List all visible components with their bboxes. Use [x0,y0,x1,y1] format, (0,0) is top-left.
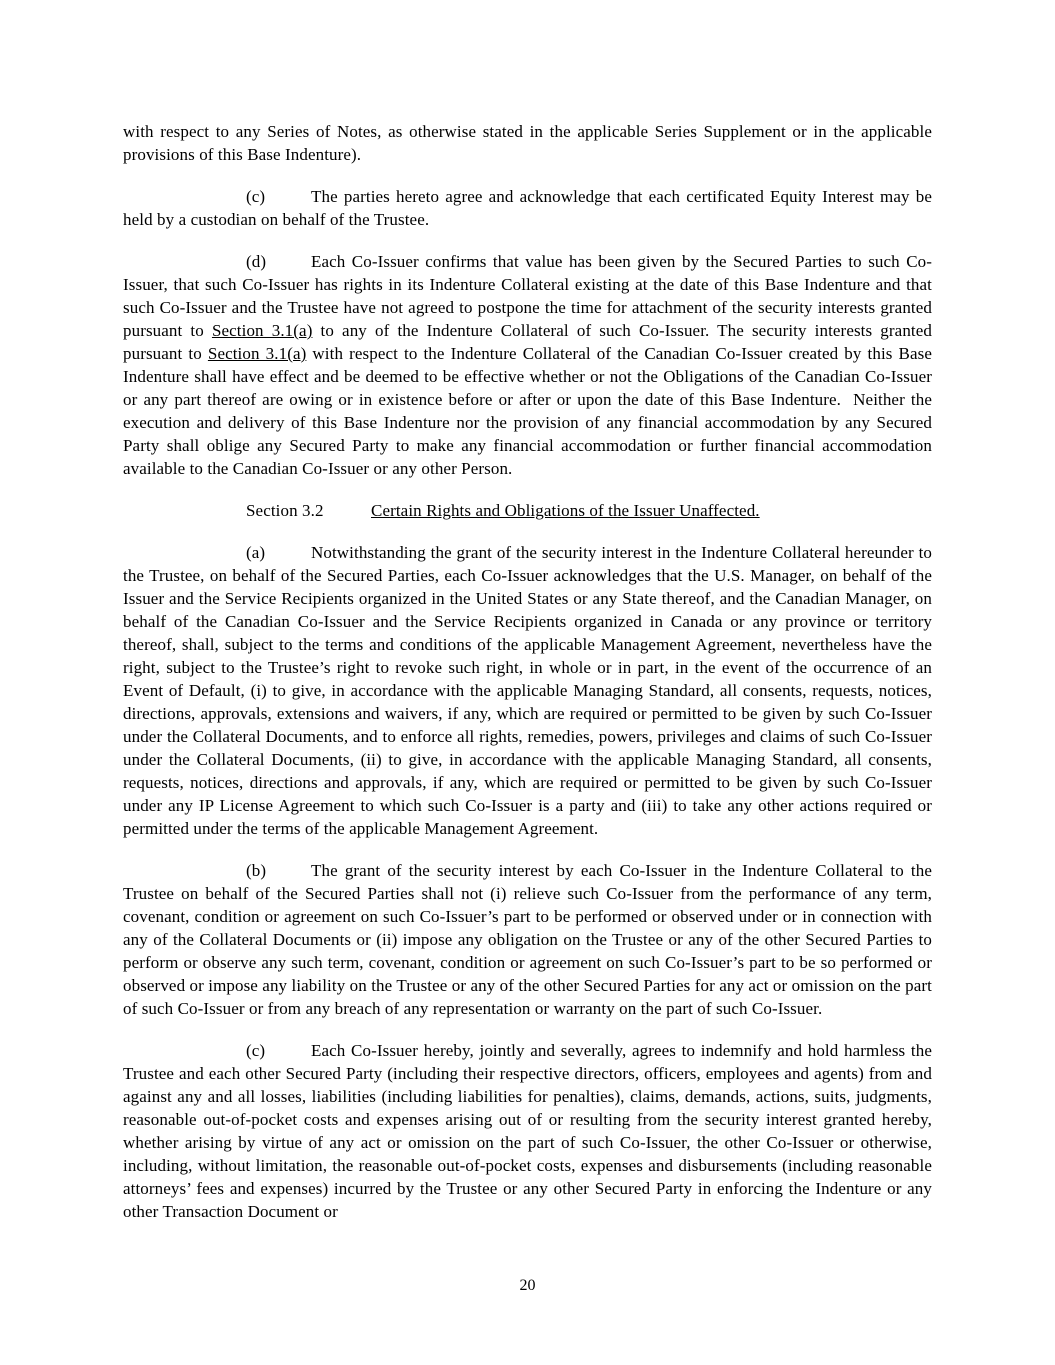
paragraph-label: (c) [246,1041,266,1060]
text-segment: Each Co-Issuer confirms that value has been given by the Secured Parties to such Co-Issuer, that such Co-Issuer has rights in its Indenture Collateral existing at the date of this Base Indenture and that such Co-Issuer and the Trustee have not agreed to postpone the time for attachment of the security interests granted pursuant to [123,252,932,340]
paragraph [123,120,932,166]
section-heading [123,499,932,522]
paragraph [123,185,932,231]
text-segment: The grant of the security interest by each Co-Issuer in the Indenture Collateral to the Trustee on behalf of the Secured Parties shall not (i) relieve such Co-Issuer from the performance of any term, covenant, condition or agreement on such Co-Issuer’s part to be performed or observed under or in connection with any of the Collateral Documents or (ii) impose any obligation on the Trustee or any of the other Secured Parties to perform or observe any such term, covenant, condition or agreement on such Co-Issuer’s part to be so performed or observed or impose any liability on the Trustee or any of the other Secured Parties for any act or omission on the part of such Co-Issuer or from any breach of any representation or warranty on the part of such Co-Issuer. [123,861,932,1018]
underlined-reference: Section 3.1(a) [211,321,313,340]
text-segment: Notwithstanding the grant of the security interest in the Indenture Collateral hereunder to the Trustee, on behalf of the Secured Parties, each Co-Issuer acknowledges that the U.S. Manager, on behalf of the Issuer and the Service Recipients organized in the United States or any State thereof, and the Canadian Manager, on behalf of the Canadian Co-Issuer and the Service Recipients organized in Canada or any province or territory thereof, shall, subject to the terms and conditions of the applicable Management Agreement, nevertheless have the right, subject to the Trustee’s right to revoke such right, in whole or in part, in the event of the occurrence of an Event of Default, (i) to give, in accordance with the applicable Managing Standard, all consents, requests, notices, directions, approvals, extensions and waivers, if any, which are required or permitted to be given by such Co-Issuer under the Collateral Documents, and to enforce all rights, remedies, powers, privileges and claims of such Co-Issuer under the Collateral Documents, (ii) to give, in accordance with the applicable Managing Standard, all consents, requests, notices, directions and approvals, if any, which are required or permitted to be given by such Co-Issuer under any IP License Agreement to which such Co-Issuer is a party and (iii) to take any other actions required or permitted under the terms of the applicable Management Agreement. [123,543,932,838]
paragraph-label: (d) [246,252,267,271]
paragraph-label: (c) [246,187,266,206]
document-blocks [123,120,932,1242]
section-number: Section 3.2 [246,501,324,520]
text-segment: to any of the Indenture Collateral of such Co-Issuer. The security interests granted pursuant to [123,321,932,363]
text-segment: with respect to any Series of Notes, as otherwise stated in the applicable Series Supplement or in the applicable provisions of this Base Indenture). [123,122,932,164]
text-segment: with respect to the Indenture Collateral of the Canadian Co-Issuer created by this Base Indenture shall have effect and be deemed to be effective whether or not the Obligations of the Canadian Co-Issuer or any part thereof are owing or in existence before or after or upon the date of this Base Indenture. Neither the execution and delivery of this Base Indenture nor the provision of any financial accommodation by any Secured Party shall oblige any Secured Party to make any financial accommodation or further financial accommodation available to the Canadian Co-Issuer or any other Person. [123,344,932,478]
page-footer [0,1276,1055,1296]
paragraph-label: (b) [246,861,267,880]
paragraph [123,859,932,1020]
paragraph [123,250,932,480]
underlined-reference: Certain Rights and Obligations of the Issuer Unaffected. [371,501,760,520]
paragraph-label: (a) [246,543,266,562]
paragraph [123,541,932,840]
underlined-reference: Section 3.1(a) [207,344,307,363]
text-segment: Each Co-Issuer hereby, jointly and severally, agrees to indemnify and hold harmless the Trustee and each other Secured Party (including their respective directors, officers, employees and agents) from and against any and all losses, liabilities (including liabilities for penalties), claims, demands, actions, suits, judgments, reasonable out-of-pocket costs and expenses arising out of or resulting from the security interest granted hereby, whether arising by virtue of any act or omission on the part of such Co-Issuer, the other Co-Issuer or otherwise, including, without limitation, the reasonable out-of-pocket costs, expenses and disbursements (including reasonable attorneys’ fees and expenses) incurred by the Trustee or any other Secured Party in enforcing the Indenture or any other Transaction Document or [123,1041,932,1221]
paragraph [123,1039,932,1223]
page-number: 20 [519,1277,536,1294]
text-segment: The parties hereto agree and acknowledge that each certificated Equity Interest may be held by a custodian on behalf of the Trustee. [123,187,932,229]
